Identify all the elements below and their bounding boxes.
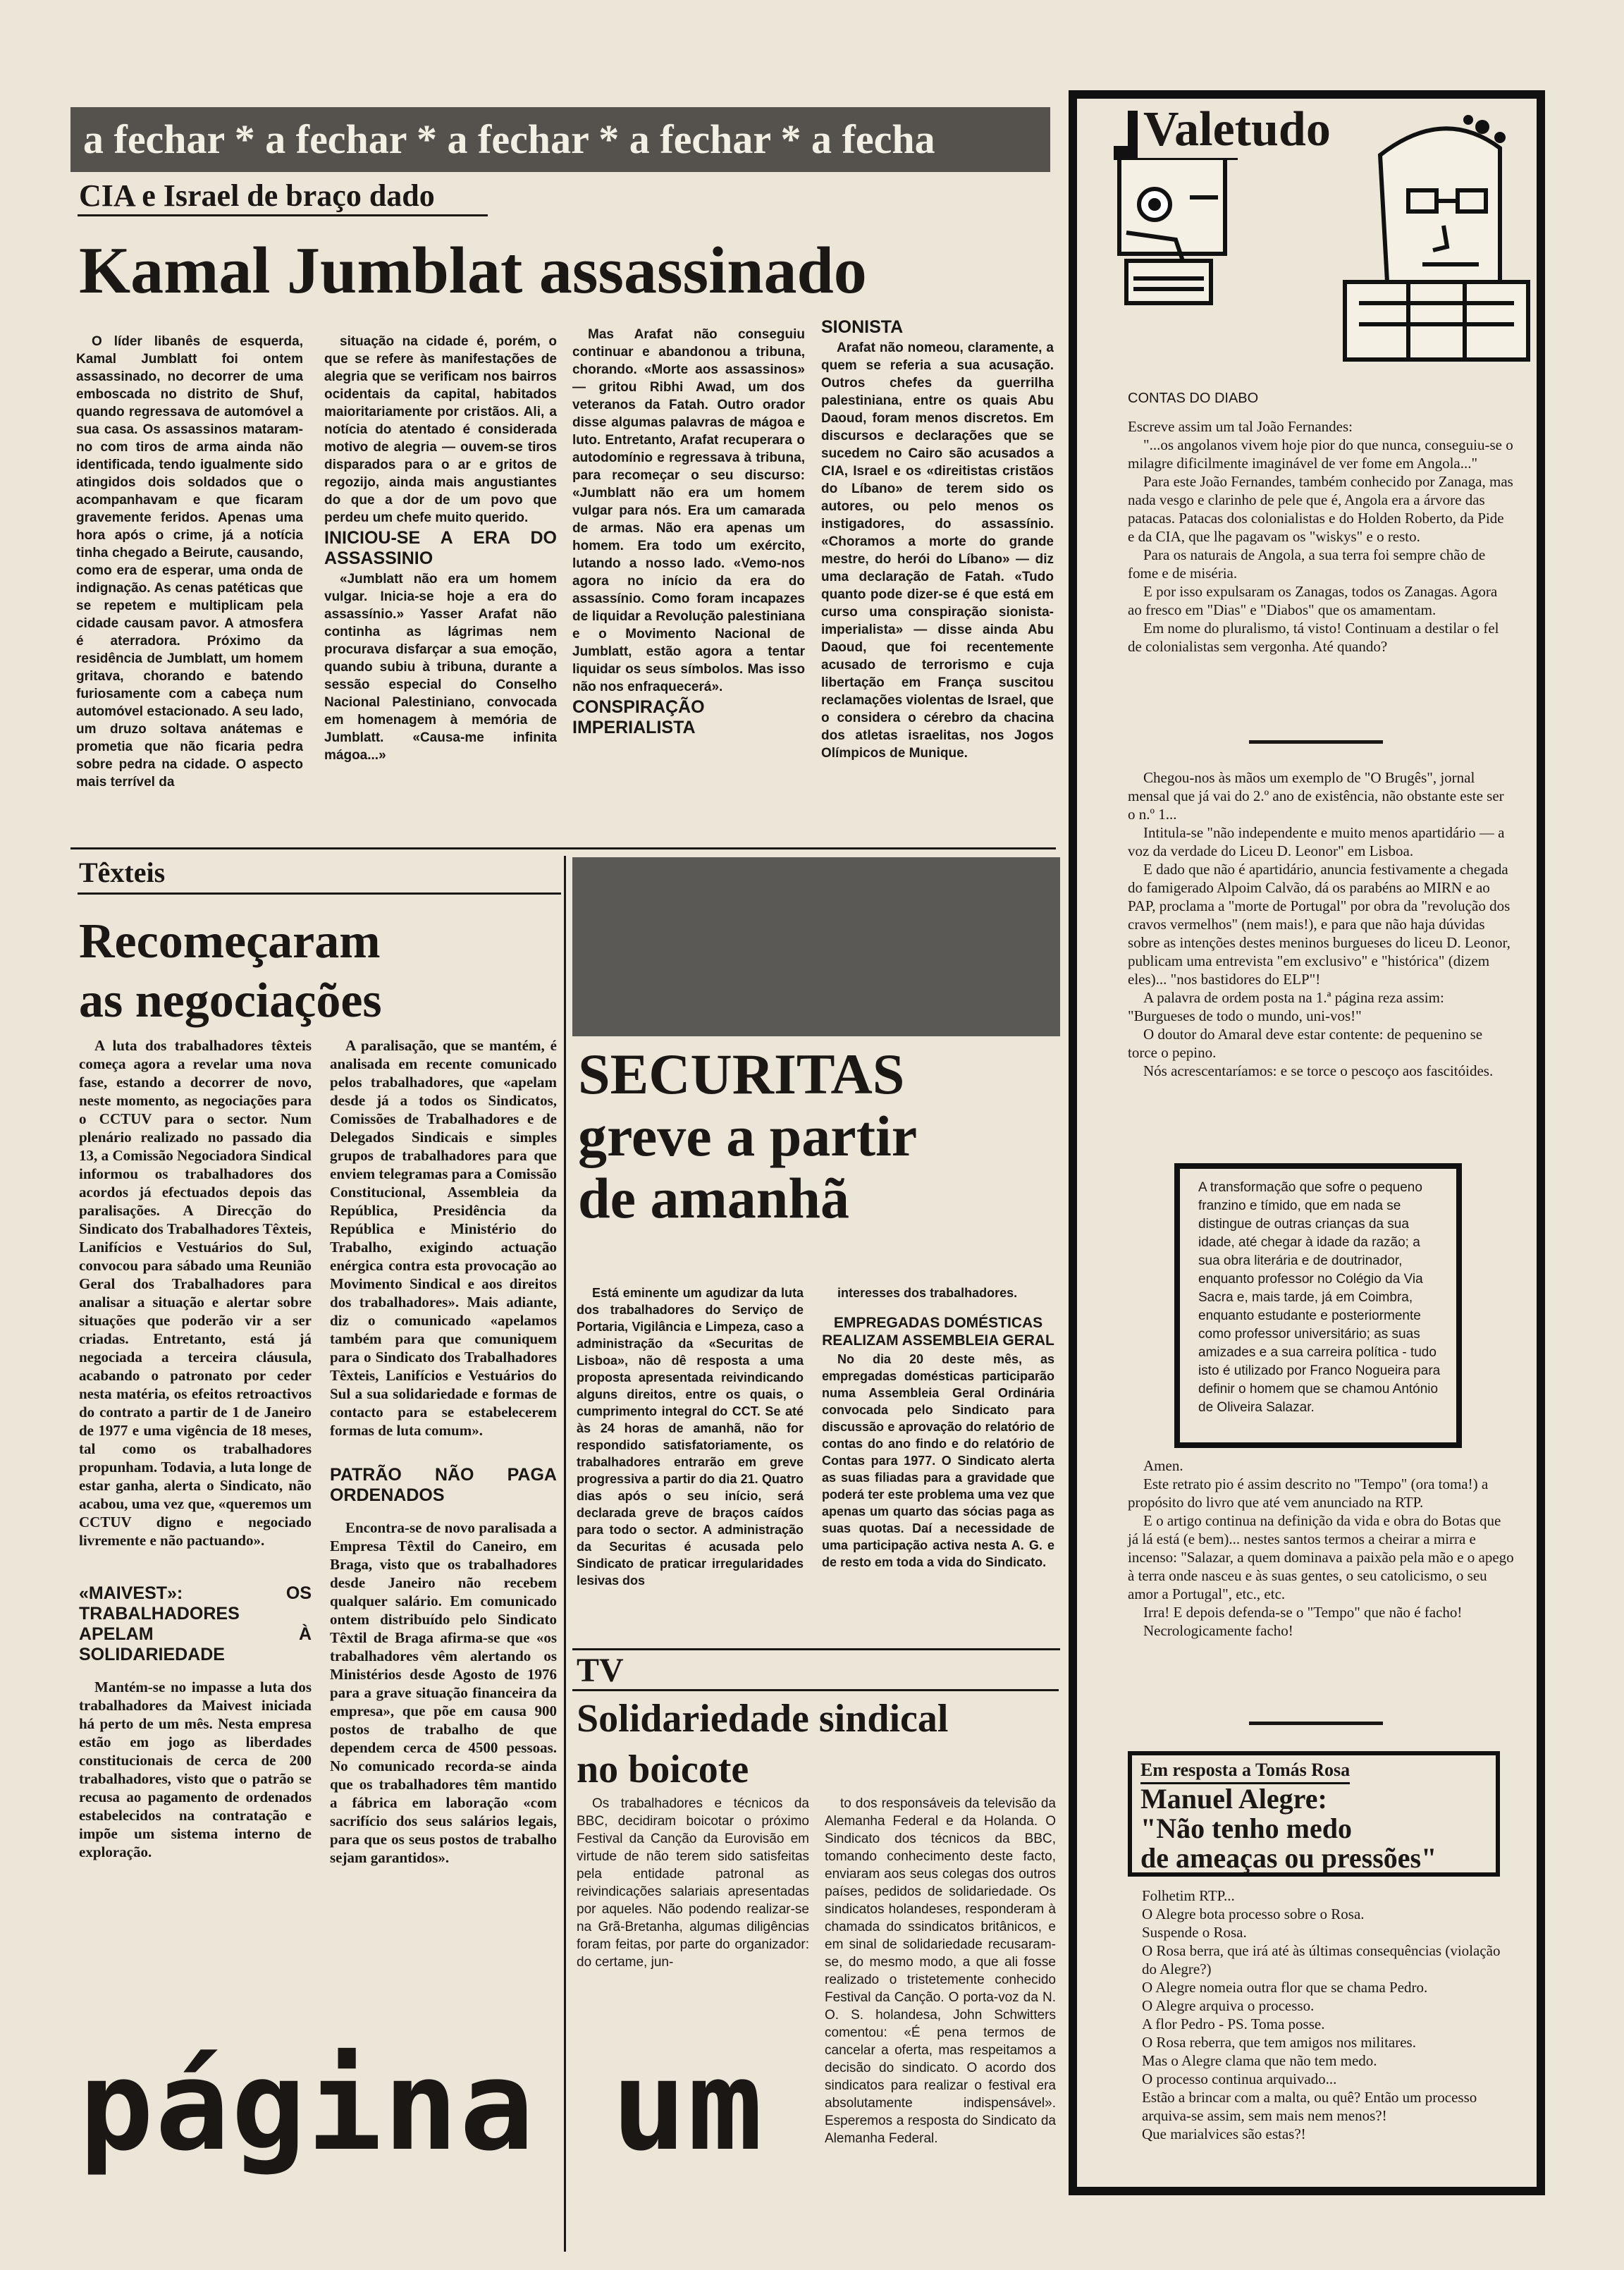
securitas-col-1-text: Está eminente um agudizar da luta dos trabalhadores do Serviço de Portaria, Vigilância e Limpeza, caso a administração da «Securitas de Lisboa», não dê resposta a uma proposta apresentada reivindicando alguns direitos, entre os quais, o cumprimento integral do CCT. Se até às 24 horas de amanhã, não for respondido satisfatoriamente, os trabalhadores entrarão em greve progressiva a partir do dia 21. Quatro dias após o seu início, será declarada greve de braços caídos para todo o sector. A administração da Securitas é acusada pelo Sindicato de praticar irregularidades lesivas dos <box>577 1286 804 1588</box>
jumblat-col-2-text-b: «Jumblatt não era um homem vulgar. Inicia-se hoje a era do assassínio.» Yasser Arafat não continha as lágrimas nem procurava disfarçar a sua emoção, quando subiu à tribuna, durante a sessão especial do Conselho Nacional Palestiniano, convocada em homenagem à memória de Jumblatt. «Causa-me infinita mágoa...» <box>324 572 557 763</box>
securitas-headline-line-1: SECURITAS <box>578 1042 905 1106</box>
bruges-p4: A palavra de ordem posta na 1.ª página reza assim: "Burgueses de todo o mundo, uni-vos!" <box>1128 989 1444 1024</box>
securitas-col-2-text-a: interesses dos trabalhadores. <box>837 1286 1018 1300</box>
bruges-section <box>1128 768 1514 1080</box>
photo-placeholder <box>572 857 1060 1036</box>
tv-headline <box>577 1693 948 1795</box>
kicker-underline <box>78 214 488 216</box>
jumblat-col-1 <box>76 333 303 792</box>
folhetim-line: Estão a brincar com a malta, ou quê? Então um processo arquiva-se assim, sem mais nem menos?! <box>1142 2089 1477 2124</box>
contas-do-diabo-section <box>1128 389 1514 656</box>
texteis-col-2 <box>330 1036 557 1868</box>
texteis-col-1-text: A luta dos trabalhadores têxteis começa agora a revelar uma nova fase, estando a decorrer de novo, neste momento, as negociações para o CCTUV para o sector. Num plenário realizado no passado dia 13, a Comissão Negociadora Sindical informou os trabalhadores dos acordos já efectuados depois das paralisações. A Direcção do Sindicato dos Trabalhadores Têxteis, Lanifícios e Vestuários do Sul, convocou para sábado uma Reunião Geral dos Trabalhadores para analisar a situação e alertar sobre situações que poderão vir a ser criadas. Entretanto, está já negociada a terceira cláusula, acabando o patronato por ceder nesta matéria, os efeitos retroactivos do contrato a partir de 1 de Janeiro de 1977 e uma vigência de 18 meses, tal como os trabalhadores propunham. Todavia, a luta longe de estar ganha, alerta o Sindicato, não acabou, uma vez que, «queremos um CCTUV digno e negociado livremente e não pactuando». <box>79 1037 312 1549</box>
texteis-col-1-text-b: Mantém-se no impasse a luta dos trabalhadores da Maivest iniciada há perto de um mês. Nesta empresa estão em jogo as liberdades constitucionais de cerca de 200 trabalhadores, visto que o patrão se recusa ao pagamento de ordenados estabelecidos na contratação e impõe um sistema interno de exploração. <box>79 1679 312 1860</box>
texteis-section-label: Têxteis <box>79 857 166 888</box>
contas-p3: Para este João Fernandes, também conhecido por Zanaga, mas nada vesgo e clarinho de pele que é, Angola era a árvore das patacas. Patacas dos colonialistas e do Holden Roberto, da Pide e da CIA, que lhe pagavam os "wiskys" e o resto. <box>1128 473 1513 545</box>
jumblat-col-4-text: Arafat não nomeou, claramente, a quem se referia a sua acusação. Outros chefes da guerrilha palestiniana, entre os quais Abu Daoud, foram menos discretos. Em discursos e declarações que se sucedem no Cairo são acusados a CIA, Israel e os «direitistas cristãos do Líbano» de terem sido os autores, ou pelo menos os instigadores, do assassínio. «Choramos a morte do grande mestre, do herói do Líbano» — diz uma declaração de Fatah. «Tudo quanto pode dizer-se é que está em curso uma conspiração sionista-imperialista» — disse ainda Abu Daoud, que foi recentemente acusado de terrorismo e cuja libertação em França suscitou reclamações violentas de Israel, que o considera o cérebro da chacina dos atletas israelitas, nos Jogos Olímpicos de Munique. <box>821 340 1054 761</box>
texteis-headline <box>79 912 382 1031</box>
folhetim-line: O Alegre nomeia outra flor que se chama Pedro. <box>1142 1979 1428 1996</box>
tv-col-1 <box>577 1795 809 1973</box>
texteis-headline-line-2: as negociações <box>79 974 382 1028</box>
tv-rule <box>572 1689 1059 1691</box>
jumblat-col-2 <box>324 333 557 766</box>
contas-title: CONTAS DO DIABO <box>1128 391 1259 406</box>
securitas-headline <box>578 1043 917 1229</box>
bruges-p5: O doutor do Amaral deve estar contente: de pequenino se torce o pepino. <box>1128 1026 1483 1061</box>
tempo-p2: Este retrato pio é assim descrito no "Tempo" (ora toma!) a propósito do livro que até vem anunciado na RTP. <box>1128 1476 1489 1511</box>
alegre-kicker: Em resposta a Tomás Rosa <box>1140 1760 1350 1784</box>
folhetim-line: O Alegre arquiva o processo. <box>1142 1997 1315 2014</box>
texteis-col-1 <box>79 1036 312 1863</box>
tempo-p5: Necrologicamente facho! <box>1143 1622 1293 1639</box>
texteis-headline-line-1: Recomeçaram <box>79 914 381 969</box>
folhetim-line: A flor Pedro - PS. Toma posse. <box>1142 2016 1325 2032</box>
folhetim-line: Mas o Alegre clama que não tem medo. <box>1142 2052 1377 2069</box>
folhetim-line: O processo continua arquivado... <box>1142 2070 1337 2087</box>
folhetim-section <box>1142 1886 1508 2143</box>
jumblat-col-4 <box>821 317 1054 763</box>
texteis-subhead-maivest: «MAIVEST»: OS TRABALHADORES APELAM À SOLIDARIEDADE <box>79 1583 312 1664</box>
alegre-headline-box <box>1128 1751 1500 1877</box>
texteis-rule <box>78 892 561 895</box>
tv-section-label: TV <box>577 1652 624 1689</box>
securitas-subhead-empregadas: EMPREGADAS DOMÉSTICAS REALIZAM ASSEMBLEIA GERAL <box>822 1315 1054 1349</box>
securitas-headline-line-3: de amanhã <box>578 1166 850 1230</box>
tv-col-2-text: to dos responsáveis da televisão da Alemanha Federal e da Holanda. O Sindicato dos técnicos da BBC, tomando conhecimento deste facto, enviaram aos seus colegas dos outros países, pedidos de solidariedade. Os sindicatos holandeses, responderam à chamada do ssindicatos britânicos, e em sinal de solidariedade recusaram-se, do mesmo modo, a que ali fosse realizado o tristetemente conhecido Festival da Canção. O porta-voz da N. O. S. holandesa, John Schwitters comentou: «É pena termos de cancelar a oferta, mas respeitamos a decisão do sindicato. O acordo dos sindicatos para realizar o festival era absolutamente indispensável». Esperemos a resposta do Sindicato da Alemanha Federal. <box>825 1796 1056 2146</box>
bruges-p2: Intitula-se "não independente e muito menos apartidário — a voz da verdade do Liceu D. Leonor" em Lisboa. <box>1128 824 1505 859</box>
alegre-headline-line-2: "Não tenho medo <box>1140 1812 1352 1844</box>
valetudo-title: Valetudo <box>1138 102 1336 158</box>
folhetim-line: O Alegre bota processo sobre o Rosa. <box>1142 1906 1365 1922</box>
tv-col-2 <box>825 1795 1056 2149</box>
alegre-headline-line-1: Manuel Alegre: <box>1140 1783 1327 1815</box>
valetudo-divider-2 <box>1249 1722 1383 1725</box>
securitas-headline-line-2: greve a partir <box>578 1104 918 1168</box>
contas-p5: E por isso expulsaram os Zanagas, todos os Zanagas. Agora ao fresco em "Dias" e "Diabos" que os amamentam. <box>1128 583 1498 618</box>
texteis-col-2-text-b: Encontra-se de novo paralisada a Empresa Têxtil do Caneiro, em Braga, visto que os trabalhadores desde Janeiro não recebem qualquer salário. Em comunicado ontem distribuído pelo Sindicato Têxtil de Braga afirma-se que «os trabalhadores vêm alertando os Ministérios desde Agosto de 1976 para a grave situação financeira da empresa», que põe em causa 900 postos de trabalho de que dependem cerca de 4500 pessoas. No comunicado recorda-se ainda que os trabalhadores têm mantido a fábrica em laboração «com sacrifício dos seus salários legais, para que os seus postos de trabalho sejam garantidos». <box>330 1519 557 1866</box>
jumblat-headline: Kamal Jumblat assassinado <box>79 234 867 307</box>
securitas-col-2 <box>822 1284 1054 1572</box>
tv-headline-line-2: no boicote <box>577 1748 749 1791</box>
jumblat-col-3 <box>572 326 805 740</box>
jumblat-col-2-text-a: situação na cidade é, porém, o que se refere às manifestações de alegria que se verificam nos bairros ocidentais da capital, habitados maioritariamente por cristãos. Ali, a notícia do atentado é considerada motivo de alegria — ouvem-se tiros disparados para o ar e gritos de regozijo, ainda mais angustiantes do que a dor de um povo que perdeu um chefe muito querido. <box>324 334 557 525</box>
tempo-p4: Irra! E depois defenda-se o "Tempo" que não é facho! <box>1143 1604 1463 1621</box>
jumblat-col-1-text: O líder libanês de esquerda, Kamal Jumblatt foi ontem assassinado, no decorrer de uma emboscada no distrito de Shuf, quando regressava de automóvel a sua casa. Os assassinos mataram-no com tiros de arma ainda não identificada, tendo igualmente sido atingidos dois soldados que o acompanhavam e que ficaram gravemente feridos. Apenas uma hora após o crime, já a notícia tinha chegado a Beirute, causando, como era de esperar, uma onda de indignação. As cenas patéticas que se repetem e multiplicam pela cidade causam pavor. A atmosfera é aterradora. Próximo da residência de Jumblatt, um homem gritava, chorando e batendo furiosamente com a cabeça num automóvel estacionado. A seu lado, um druzo soltava anátemas e prometia que não ficaria pedra sobre pedra na cidade. O aspecto mais terrível da <box>76 334 303 790</box>
tv-col-1-text: Os trabalhadores e técnicos da BBC, decidiram boicotar o próximo Festival da Canção da Eurovisão em virtude de não terem sido satisfeitas pela entidade patronal as reivindicações salariais apresentadas por aqueles. Não podendo realizar-se na Grã-Bretanha, algumas diligências foram feitas, por parte do organizador: do certame, jun- <box>577 1796 809 1970</box>
jumblat-subhead-era: INICIOU-SE A ERA DO ASSASSINIO <box>324 528 557 568</box>
folhetim-line: O Rosa berra, que irá até às últimas consequências (violação do Alegre?) <box>1142 1942 1501 1977</box>
contas-p2: "...os angolanos vivem hoje pior do que nunca, conseguiu-se o milagre dificilmente imaginável de ver fome em Angola..." <box>1128 436 1513 472</box>
alegre-headline-line-3: de ameaças ou pressões" <box>1140 1842 1437 1874</box>
folhetim-line: Suspende o Rosa. <box>1142 1924 1247 1941</box>
tempo-p3: E o artigo continua na definição da vida e obra do Botas que já lá está (e bem)... nestes santos termos a cheirar a mirra e incenso: "Salazar, a quem dominava a paixão pela mão e o apego à terra onde nasceu e às suas gentes, o seu catolicismo, o seu amor a Portugal", etc., etc. <box>1128 1512 1514 1602</box>
bruges-p6: Nós acrescentaríamos: e se torce o pescoço aos fascitóides. <box>1143 1062 1494 1079</box>
securitas-col-1 <box>577 1284 804 1590</box>
jumblat-kicker: CIA e Israel de braço dado <box>79 178 435 213</box>
pagina-um-masthead: página um <box>79 2034 764 2178</box>
contas-p1: Escreve assim um tal João Fernandes: <box>1128 418 1353 435</box>
contas-p4: Para os naturais de Angola, a sua terra foi sempre chão de fome e de miséria. <box>1128 546 1486 582</box>
jumblat-col-3-text: Mas Arafat não conseguiu continuar e abandonou a tribuna, chorando. «Morte aos assassinos» — gritou Ribhi Awad, um dos veteranos da Fatah. Outro orador disse algumas palavras de mágoa e luto. Entretanto, Arafat recuperara o autodomínio e regressava à tribuna, para recomeçar o seu discurso: «Jumblatt não era um homem vulgar para nós. Era um camarada de armas. Não era apenas um homem. Era todo um exército, lutando a nosso lado. «Vemo-nos agora no início da era do assassínio. Como foram incapazes de liquidar a Revolução palestiniana e o Movimento Nacional de Jumblatt, estão agora a tentar liquidar os seus símbolos. Mas isso não nos enfraquecerá». <box>572 327 805 694</box>
texteis-col-2-text: A paralisação, que se mantém, é analisada em recente comunicado pelos trabalhadores, que «apelam desde já a todos os Sindicatos, Comissões de Trabalhadores e de Delegados Sindicais e simples grupos de trabalhadores para que enviem telegramas para a Comissão Constitucional, Assembleia da República, Presidência da República e Ministério do Trabalho, exigindo actuação enérgica contra esta provocação ao Movimento Sindical e aos direitos dos trabalhadores». Mais adiante, diz o comunicado «apelamos também para que comuniquem para o Sindicato dos Trabalhadores Têxteis, Lanifícios e Vestuários do Sul a sua solidariedade e formas de contacto para se estabelecerem formas de luta comum». <box>330 1037 557 1439</box>
tempo-p1: Amen. <box>1143 1457 1183 1474</box>
salazar-quote-box <box>1174 1163 1462 1448</box>
tempo-section <box>1128 1456 1514 1640</box>
tv-headline-line-1: Solidariedade sindical <box>577 1697 949 1741</box>
section-divider <box>70 847 1056 849</box>
securitas-col-2-text-b: No dia 20 deste mês, as empregadas domésticas participarão numa Assembleia Geral Ordinária convocada pelo Sindicato para discussão e aprovação do relatório de contas do ano findo e do relatório de Contas para 1977. O Sindicato alerta as suas filiadas para a gravidade que poderá ter este problema uma vez que apenas um quarto das sócias paga as suas quotas. Daí a necessidade de uma participação activa nesta A. G. e de resto em toda a vida do Sindicato. <box>822 1352 1054 1569</box>
folhetim-line: O Rosa reberra, que tem amigos nos militares. <box>1142 2034 1416 2051</box>
jumblat-subhead-sionista: SIONISTA <box>821 317 904 337</box>
contas-p6: Em nome do pluralismo, tá visto! Continuam a destilar o fel de colonialistas sem vergonha. Até quando? <box>1128 620 1499 655</box>
jumblat-subhead-conspiracao: CONSPIRAÇÃO IMPERIALISTA <box>572 697 705 737</box>
folhetim-line: Folhetim RTP... <box>1142 1887 1235 1904</box>
bruges-p3: E dado que não é apartidário, anuncia festivamente a chegada do famigerado Alpoim Calvão, dá os parabéns ao MIRN e ao PAP, proclama a "morte de Portugal" por obra da "revolução dos cravos vermelhos" (nem mais!), e para que não haja dúvidas sobre as intenções destes meninos burgueses do liceu D. Leonor, publicam uma entrevista "em exclusivo" e "histórica" (dizem eles)... "nos bastidores do ELP"! <box>1128 861 1511 988</box>
fechar-banner: a fechar * a fechar * a fechar * a fechar * a fecha <box>70 107 1050 172</box>
bruges-p1: Chegou-nos às mãos um exemplo de "O Brugês", jornal mensal que já vai do 2.º ano de existência, não obstante este ser o n.º 1... <box>1128 769 1504 823</box>
valetudo-divider-1 <box>1249 740 1383 744</box>
salazar-quote-text: A transformação que sofre o pequeno franzino e tímido, que em nada se distingue de outras crianças da sua idade, até chegar à idade da razão; a sua obra literária e de doutrinador, enquanto professor no Colégio da Via Sacra e, mais tarde, já em Coimbra, enquanto estudante e posteriormente como professor universitário; as suas amizades e a sua carreira política - tudo isto é utilizado por Franco Nogueira para definir o homem que se chamou António de Oliveira Salazar. <box>1198 1180 1441 1415</box>
tv-divider <box>572 1648 1060 1650</box>
folhetim-line: Que marialvices são estas?! <box>1142 2125 1306 2142</box>
texteis-subhead-patrao: PATRÃO NÃO PAGA ORDENADOS <box>330 1465 557 1505</box>
